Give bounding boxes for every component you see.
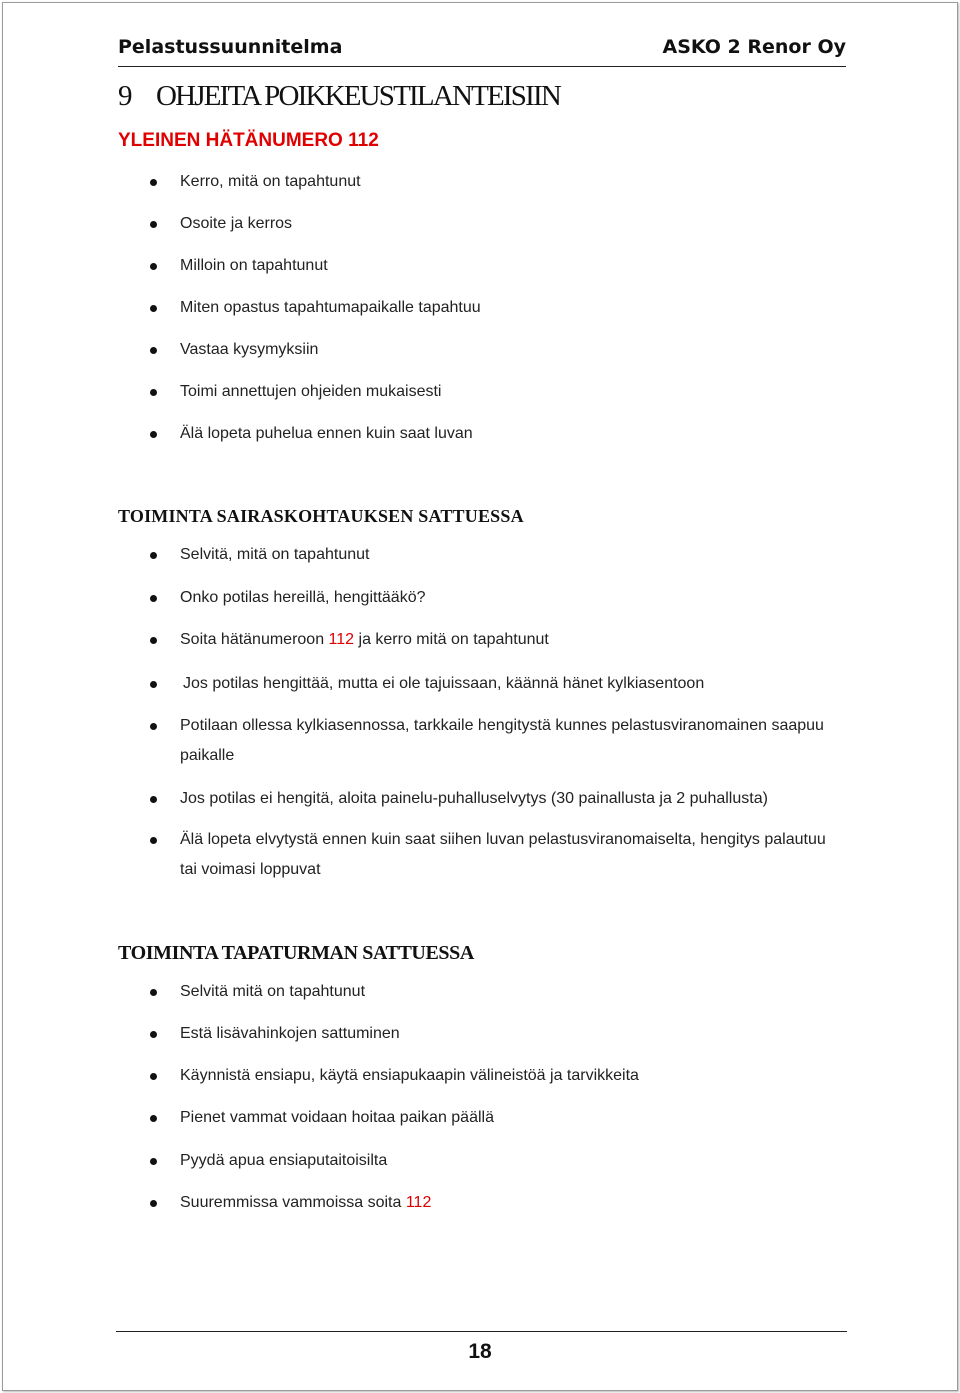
chapter-heading: [118, 80, 846, 113]
page-number: 18: [468, 1340, 492, 1363]
bullet-icon: [150, 796, 157, 803]
emergency-number: 112: [405, 1194, 432, 1211]
company-name: ASKO 2 Renor Oy: [662, 36, 846, 58]
emergency-number-title: YLEINEN HÄTÄNUMERO 112: [118, 130, 379, 151]
accident-section-title: TOIMINTA TAPATURMAN SATTUESSA: [118, 942, 474, 964]
illness-section-title: TOIMINTA SAIRASKOHTAUKSEN SATTUESSA: [118, 506, 524, 526]
bullet-icon: [150, 179, 157, 186]
bullet-icon: [150, 989, 157, 996]
bullet-icon: [150, 1115, 157, 1122]
bullet-icon: [150, 389, 157, 396]
bullet-icon: [150, 552, 157, 559]
chapter-title: OHJEITA POIKKEUSTILANTEISIIN: [156, 80, 560, 112]
emergency-number: 112: [328, 631, 355, 648]
page-header: [118, 36, 846, 67]
footer-divider: [116, 1331, 847, 1332]
document-title: Pelastussuunnitelma: [118, 36, 343, 58]
bullet-icon: [150, 1158, 157, 1165]
bullet-icon: [150, 723, 157, 730]
bullet-icon: [150, 595, 157, 602]
bullet-icon: [150, 431, 157, 438]
chapter-number: 9: [118, 80, 133, 112]
bullet-icon: [150, 1200, 157, 1207]
bullet-icon: [150, 1031, 157, 1038]
bullet-icon: [150, 837, 157, 844]
bullet-icon: [150, 681, 157, 688]
bullet-icon: [150, 1073, 157, 1080]
bullet-icon: [150, 347, 157, 354]
bullet-icon: [150, 637, 157, 644]
bullet-icon: [150, 221, 157, 228]
bullet-icon: [150, 305, 157, 312]
bullet-icon: [150, 263, 157, 270]
